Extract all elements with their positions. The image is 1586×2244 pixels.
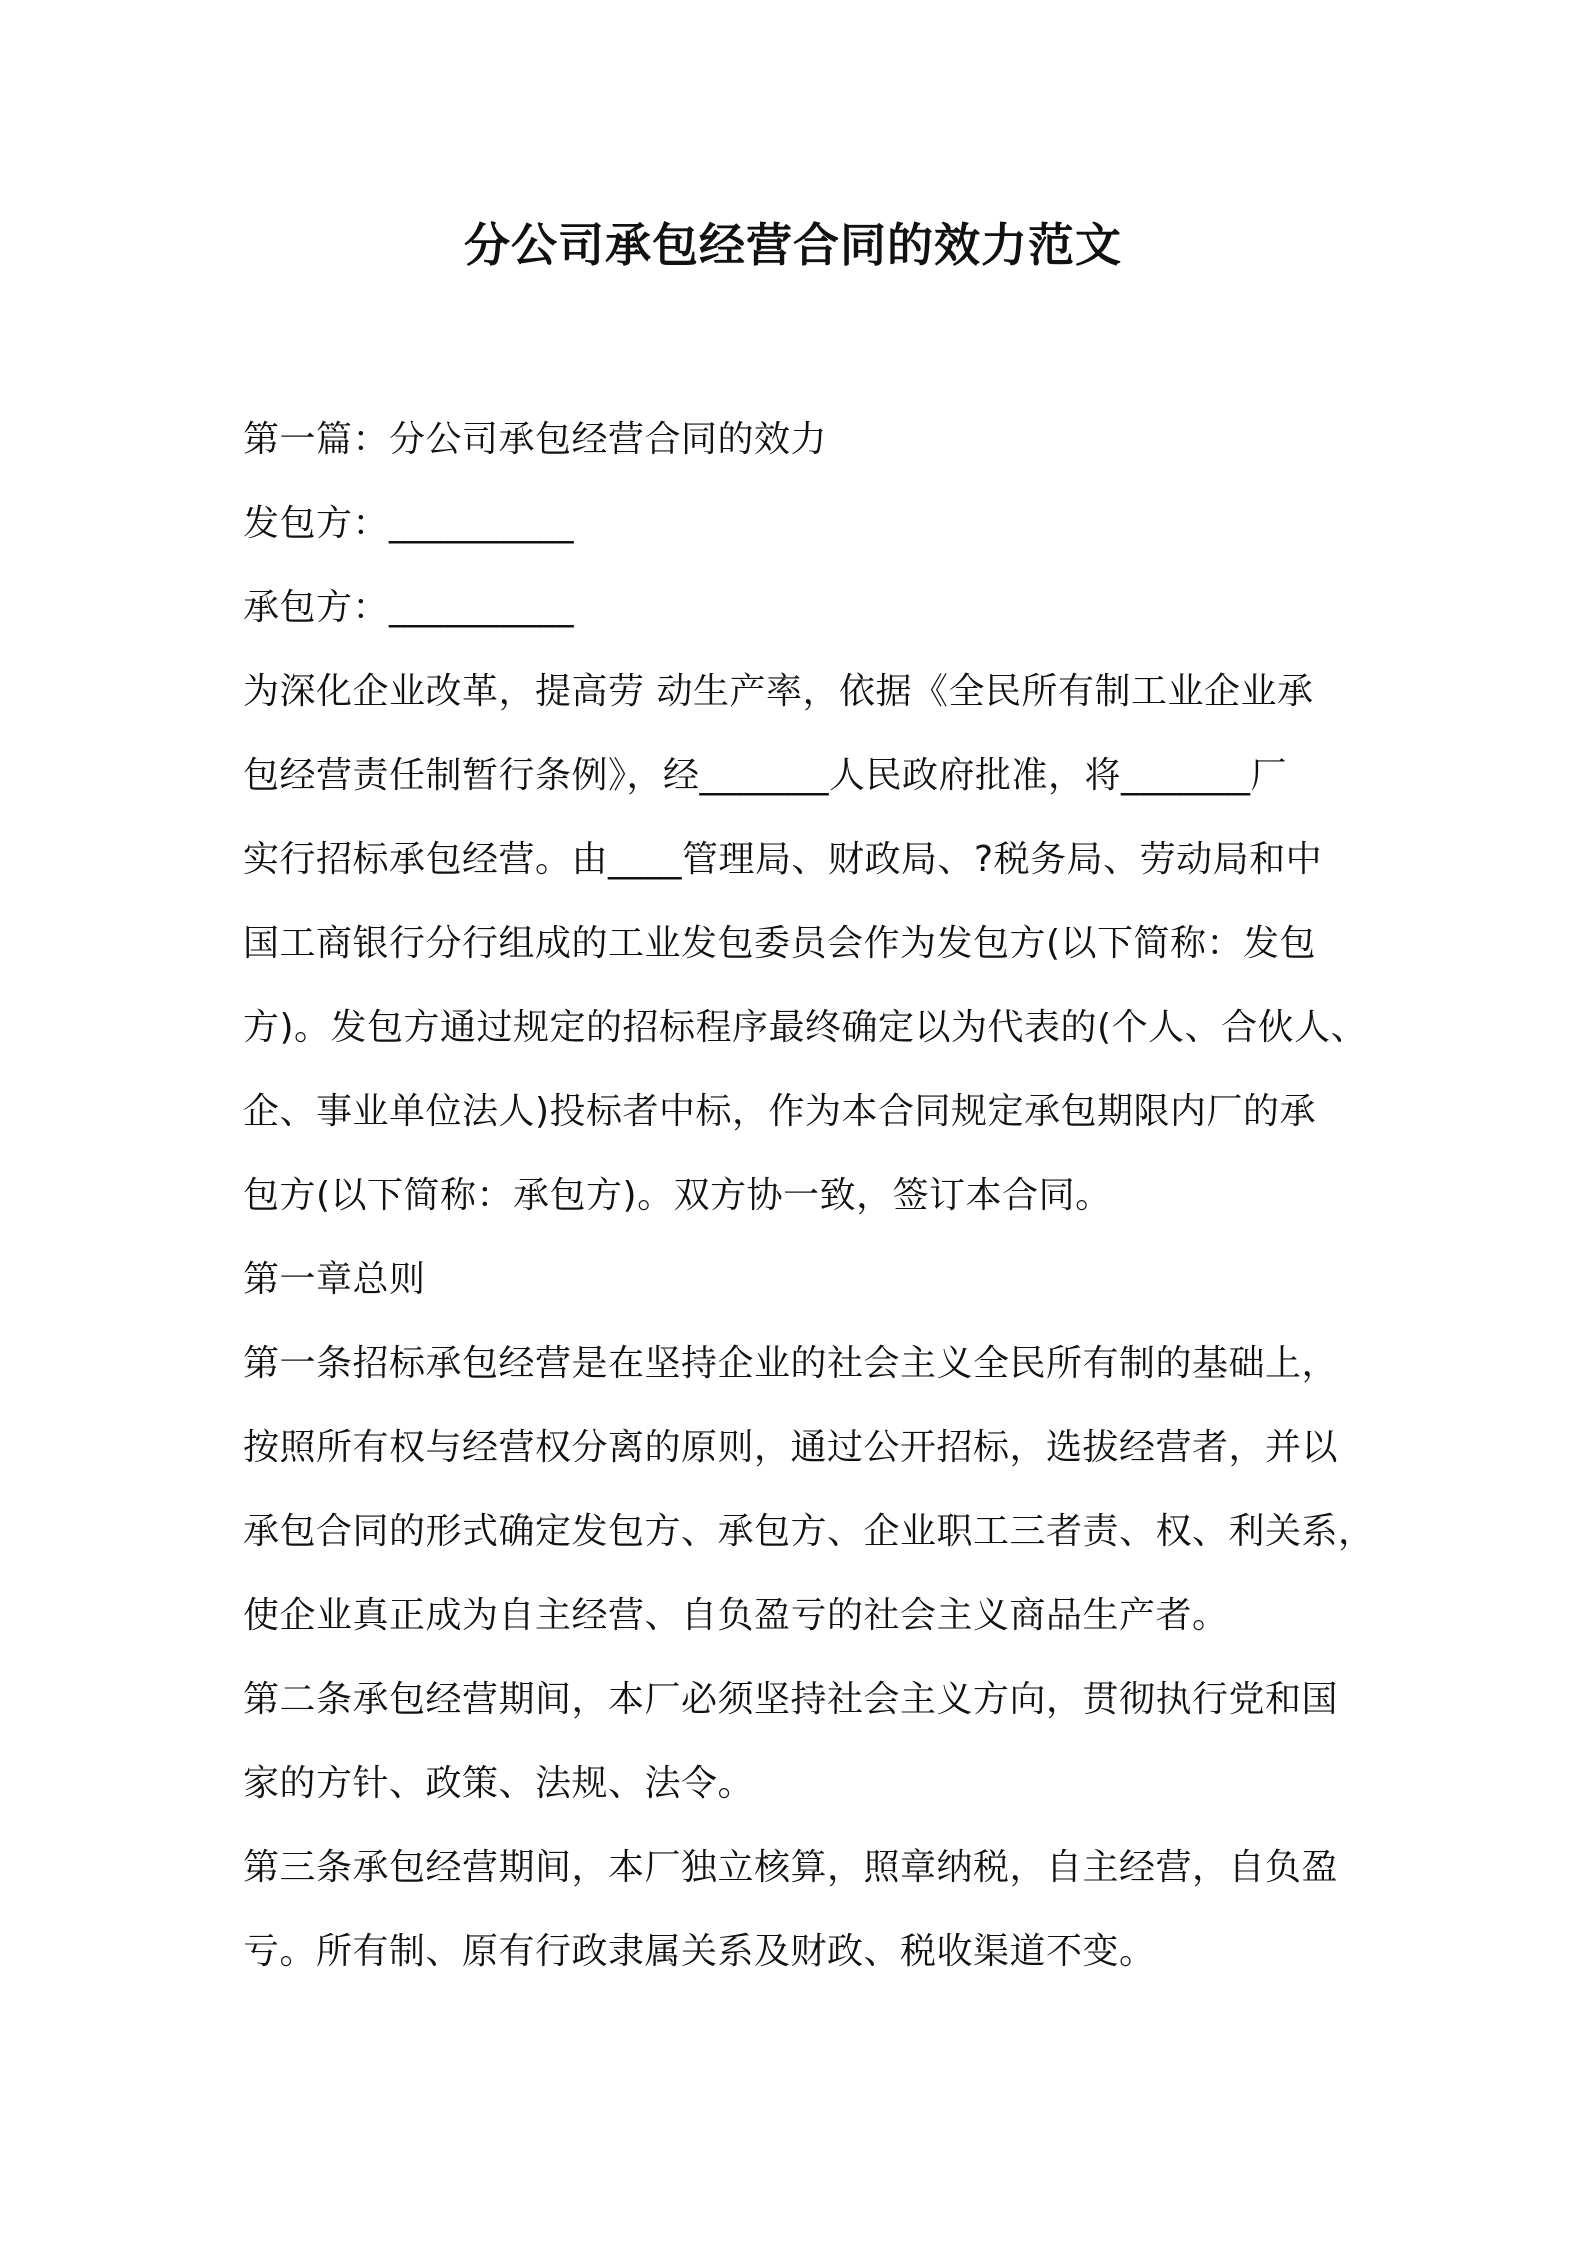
article-line: 第三条承包经营期间，本厂独立核算，照章纳税，自主经营，自负盈 <box>243 1847 1339 1888</box>
document-title: 分公司承包经营合同的效力范文 <box>464 218 1122 272</box>
section-heading: 第一章总则 <box>243 1259 426 1300</box>
article-line: 家的方针、政策、法规、法令。 <box>243 1763 755 1804</box>
article-line: 第一条招标承包经营是在坚持企业的社会主义全民所有制的基础上， <box>243 1343 1339 1384</box>
document-body <box>243 398 1375 1994</box>
paragraph-line: 为深化企业改革，提高劳 动生产率，依据《全民所有制工业企业承 <box>243 671 1314 712</box>
article-line: 第二条承包经营期间，本厂必须坚持社会主义方向，贯彻执行党和国 <box>243 1679 1339 1720</box>
paragraph-line: 国工商银行分行组成的工业发包委员会作为发包方(以下简称：发包 <box>243 923 1317 964</box>
chapter-heading: 第一篇：分公司承包经营合同的效力 <box>243 419 828 460</box>
paragraph-line: 包经营责任制暂行条例》，经_______人民政府批准，将_______厂 <box>243 755 1288 796</box>
paragraph-line: 包方(以下简称：承包方)。双方协一致，签订本合同。 <box>243 1175 1112 1216</box>
article-line: 亏。所有制、原有行政隶属关系及财政、税收渠道不变。 <box>243 1931 1156 1972</box>
article-line: 按照所有权与经营权分离的原则，通过公开招标，选拔经营者，并以 <box>243 1427 1339 1468</box>
paragraph-line: 实行招标承包经营。由____管理局、财政局、?税务局、劳动局和中 <box>243 839 1323 880</box>
contractor-issuer-line: 发包方：__________ <box>243 503 575 544</box>
article-line: 承包合同的形式确定发包方、承包方、企业职工三者责、权、利关系， <box>243 1511 1375 1552</box>
paragraph-line: 企、事业单位法人)投标者中标，作为本合同规定承包期限内厂的承 <box>243 1091 1317 1132</box>
contractor-receiver-line: 承包方：__________ <box>243 587 575 628</box>
article-line: 使企业真正成为自主经营、自负盈亏的社会主义商品生产者。 <box>243 1595 1229 1636</box>
paragraph-line: 方)。发包方通过规定的招标程序最终确定以为代表的(个人、合伙人、 <box>243 1007 1368 1048</box>
